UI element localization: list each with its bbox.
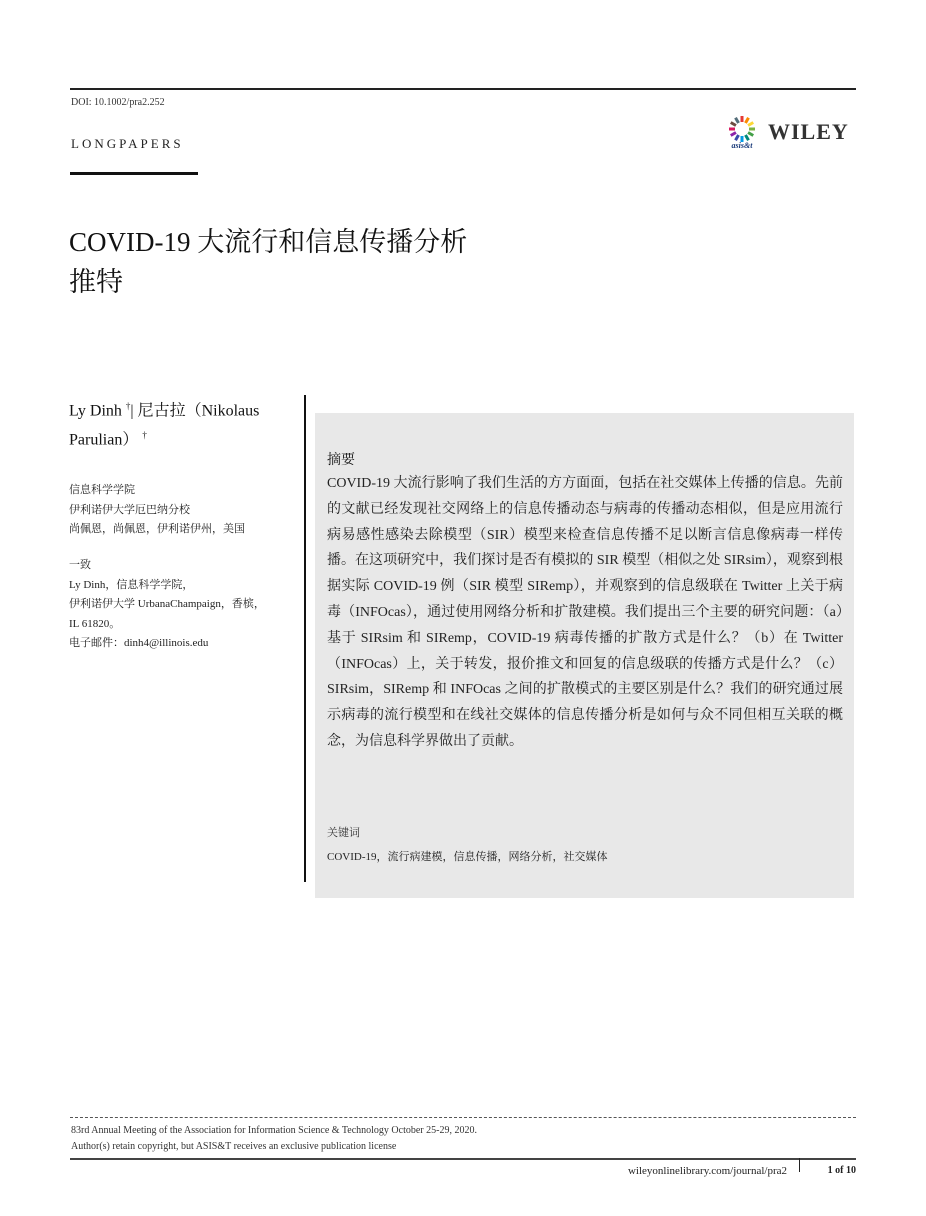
affiliation-line: 伊利诺伊大学厄巴纳分校 bbox=[69, 503, 190, 516]
abstract-heading: 摘要 bbox=[327, 453, 355, 468]
affiliation bbox=[69, 481, 299, 540]
affiliation-line: 尚佩恩，尚佩恩，伊利诺伊州，美国 bbox=[69, 523, 245, 535]
article-title bbox=[69, 222, 529, 302]
footer-dashed-rule bbox=[70, 1117, 856, 1118]
correspondence-line: Ly Dinh，信息科学学院， bbox=[69, 578, 194, 591]
author-name-2-end: Parulian） bbox=[69, 431, 139, 449]
correspondence-line: 伊利诺伊大学 UrbanaChampaign，香槟， bbox=[69, 598, 265, 610]
title-line-1: COVID-19 大流行和信息传播分析 bbox=[69, 227, 468, 257]
correspondence bbox=[69, 556, 299, 654]
column-divider bbox=[304, 395, 306, 882]
keywords: COVID-19，流行病建模，信息传播，网络分析，社交媒体 bbox=[327, 851, 608, 863]
keywords-heading: 关键词 bbox=[327, 827, 360, 839]
section-label: LONGPAPERS bbox=[71, 136, 184, 151]
journal-url[interactable]: wileyonlinelibrary.com/journal/pra2 bbox=[627, 1165, 787, 1177]
abstract-text: COVID-19 大流行影响了我们生活的方方面面，包括在社交媒体上传播的信息。先前的文献已经发现社交网络上的信息传播动态与病毒的传播动态相似，但是应用流行病易感性感染去除模型（SIR）模型来检查信息传播不足以断言信息像病毒一样传播。在这项研究中，我们探讨是否有模拟的 SIR 模型（相似之处 SIRsim），观察到根据实际 COVID-19 例（SIR 模型 SIRemp），并观察到的信息级联在 Twitter 上关于病毒（INFOcas），通过使用网络分析和扩散建模。我们提出三个主要的研究问题：（a）基于 SIRsim 和 SIRemp，COVID-19 病毒传播的扩散方式是什么？（b）在 Twitter（INFOcas）上，关于转发，报价推文和回复的信息级联的传播方式是什么？（c）SIRsim，SIRemp 和 INFOcas 之间的扩散模式的主要区别是什么？我们的研究通过展示病毒的流行模型和在线社交媒体的信息传播分析是如何与众不同但相互关联的概念，为信息科学界做出了贡献。 bbox=[327, 476, 843, 749]
publisher-logos bbox=[724, 115, 859, 151]
author-name-2-start: | 尼古拉（Nikolaus bbox=[130, 402, 260, 420]
section-rule bbox=[70, 172, 198, 175]
author-line-1 bbox=[69, 394, 305, 423]
affiliation-line: 信息科学学院 bbox=[69, 484, 135, 496]
authors bbox=[69, 394, 305, 453]
conference-note: 83rd Annual Meeting of the Association for Information Science & Technology October 25-29, 2020. bbox=[71, 1125, 477, 1136]
footer-rule bbox=[70, 1158, 856, 1160]
author-mark-1: † bbox=[125, 401, 131, 411]
author-mark-2: † bbox=[142, 430, 147, 441]
copyright-note: Author(s) retain copyright, but ASIS&T receives an exclusive publication license bbox=[71, 1141, 397, 1152]
title-line-2: 推特 bbox=[69, 267, 123, 297]
wiley-logo: WILEY bbox=[768, 119, 849, 144]
asist-logo-text: asis&t bbox=[731, 141, 753, 150]
author-name-1: Ly Dinh bbox=[69, 402, 122, 420]
author-line-2 bbox=[69, 423, 305, 452]
header-rule bbox=[70, 88, 856, 90]
page-number: 1 of 10 bbox=[827, 1165, 856, 1176]
asist-logo-icon bbox=[724, 115, 760, 151]
correspondence-email: 电子邮件：dinh4@illinois.edu bbox=[69, 637, 209, 649]
doi: DOI: 10.1002/pra2.252 bbox=[71, 97, 165, 108]
abstract-box bbox=[315, 413, 854, 898]
footer-separator bbox=[799, 1158, 800, 1172]
correspondence-heading: 一致 bbox=[69, 559, 91, 571]
correspondence-line: IL 61820。 bbox=[69, 617, 121, 630]
